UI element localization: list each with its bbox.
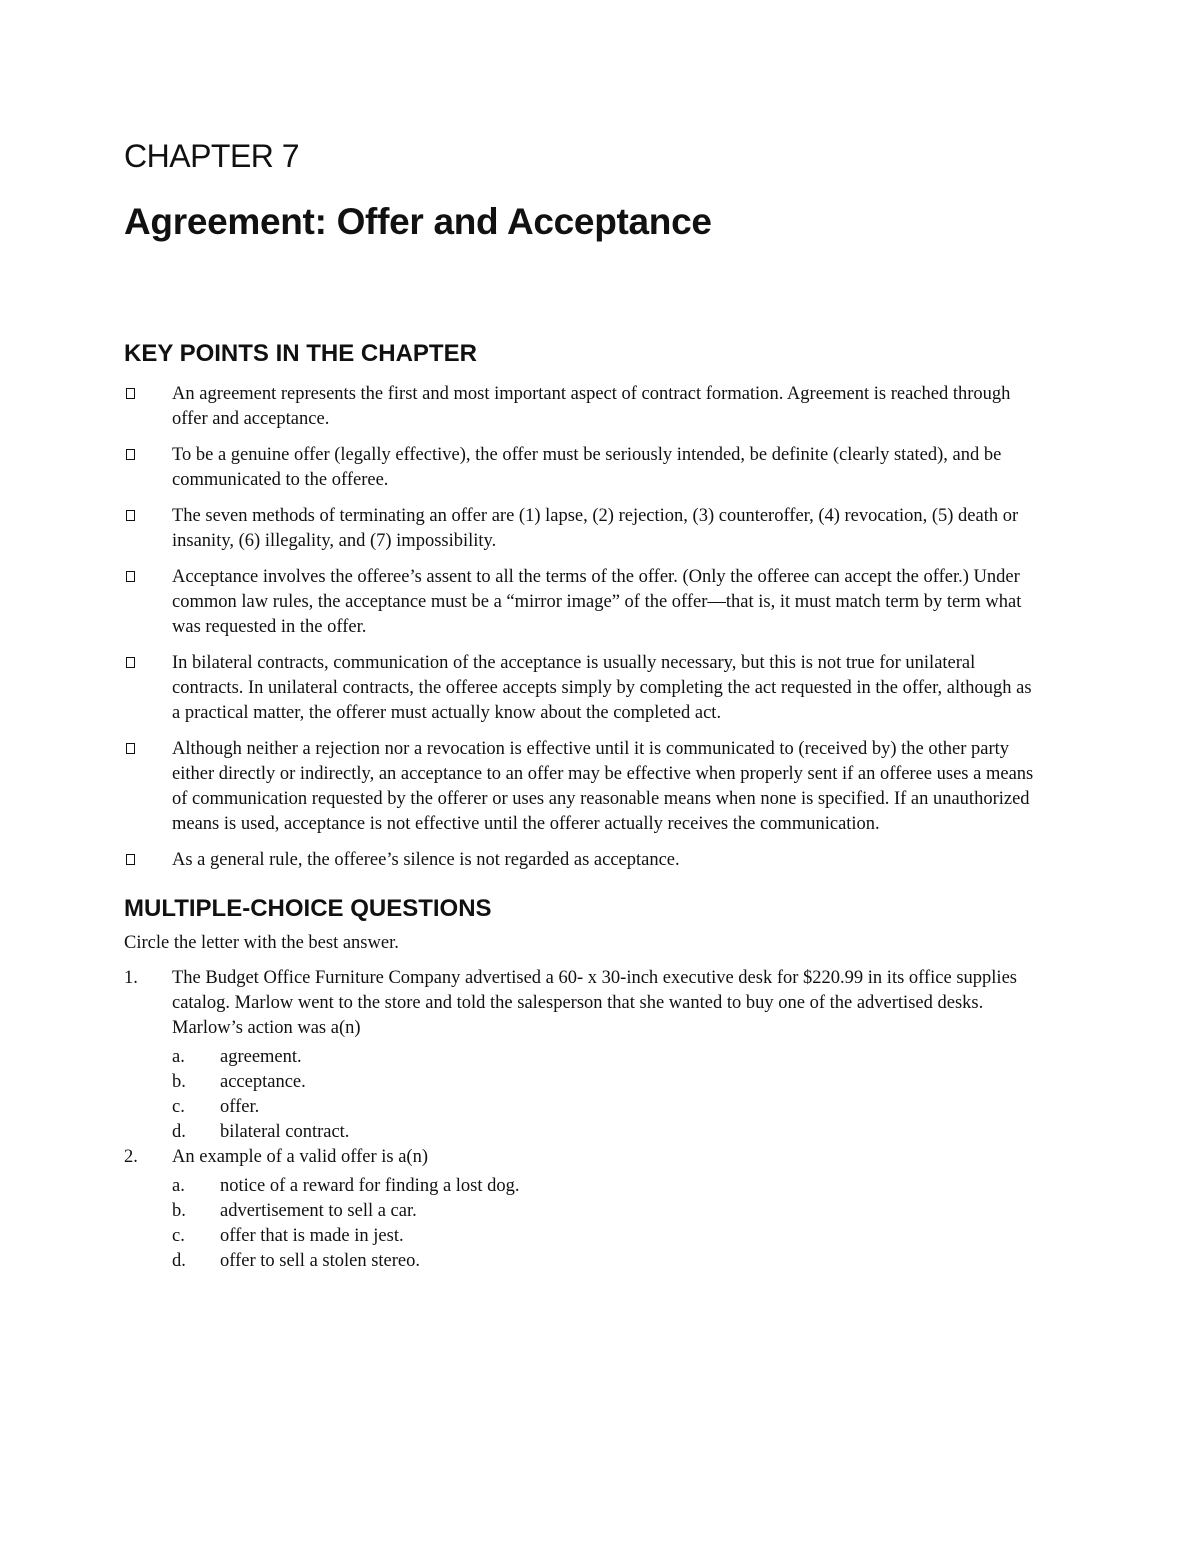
choice-letter[interactable]: a.	[172, 1047, 185, 1067]
choice-list	[172, 1174, 1044, 1274]
question-number: 2.	[124, 1147, 138, 1167]
key-point-text: As a general rule, the offeree’s silence is not regarded as acceptance.	[172, 850, 680, 870]
key-points-heading: KEY POINTS IN THE CHAPTER	[124, 340, 477, 367]
choice-list	[172, 1045, 1044, 1145]
key-point-text: In bilateral contracts, communication of the acceptance is usually necessary, but this is not true for unilateral contracts. In unilateral contracts, the offeree accepts simply by completing the act requested in the offer, although as a practical matter, the offerer must actually know about the completed act.	[172, 653, 1032, 723]
choice-letter[interactable]: b.	[172, 1201, 186, 1221]
key-point-item	[124, 504, 1044, 554]
chapter-label: CHAPTER 7	[124, 138, 300, 174]
choice-text: offer to sell a stolen stereo.	[220, 1251, 421, 1271]
answer-choice[interactable]	[172, 1174, 1044, 1199]
answer-choice[interactable]	[172, 1095, 1044, 1120]
square-bullet-icon	[126, 510, 135, 521]
key-point-text: An agreement represents the first and most important aspect of contract formation. Agreement is reached through offer and acceptance.	[172, 384, 1011, 429]
answer-choice[interactable]	[172, 1045, 1044, 1070]
question-stem: The Budget Office Furniture Company advertised a 60- x 30-inch executive desk for $220.99 in its office supplies catalog. Marlow went to the store and told the salesperson that she wanted to buy one of the advertised desks. Marlow’s action was a(n)	[172, 968, 1017, 1038]
choice-text: notice of a reward for finding a lost dog.	[220, 1176, 520, 1196]
choice-letter[interactable]: a.	[172, 1176, 185, 1196]
answer-choice[interactable]	[172, 1249, 1044, 1274]
answer-choice[interactable]	[172, 1120, 1044, 1145]
question-stem: An example of a valid offer is a(n)	[172, 1147, 428, 1167]
key-points-list	[124, 382, 1044, 873]
square-bullet-icon	[126, 571, 135, 582]
choice-text: advertisement to sell a car.	[220, 1201, 417, 1221]
answer-choice[interactable]	[172, 1070, 1044, 1095]
question-list	[124, 966, 1044, 1274]
key-point-text: To be a genuine offer (legally effective), the offer must be seriously intended, be definite (clearly stated), and be communicated to the offeree.	[172, 445, 1002, 490]
mcq-instructions: Circle the letter with the best answer.	[124, 933, 399, 953]
key-point-text: Although neither a rejection nor a revocation is effective until it is communicated to (received by) the other party either directly or indirectly, an acceptance to an offer may be effective when properly sent if an offeree uses a means of communication requested by the offerer or uses any reasonable means when none is specified. If an unauthorized means is used, acceptance is not effective until the offerer actually receives the communication.	[172, 739, 1034, 834]
square-bullet-icon	[126, 449, 135, 460]
key-point-item	[124, 848, 1044, 873]
choice-letter[interactable]: c.	[172, 1226, 185, 1246]
document-page	[124, 134, 1044, 1274]
key-point-item	[124, 737, 1044, 837]
key-point-text: Acceptance involves the offeree’s assent to all the terms of the offer. (Only the offeree can accept the offer.) Under common law rules, the acceptance must be a “mirror image” of the offer—that is, it must match term by term what was requested in the offer.	[172, 567, 1022, 637]
answer-choice[interactable]	[172, 1199, 1044, 1224]
mcq-heading: MULTIPLE-CHOICE QUESTIONS	[124, 895, 492, 922]
choice-text: bilateral contract.	[220, 1122, 350, 1142]
choice-text: agreement.	[220, 1047, 302, 1067]
key-point-text: The seven methods of terminating an offer are (1) lapse, (2) rejection, (3) counteroffer, (4) revocation, (5) death or insanity, (6) illegality, and (7) impossibility.	[172, 506, 1019, 551]
chapter-title: Agreement: Offer and Acceptance	[124, 201, 712, 242]
square-bullet-icon	[126, 743, 135, 754]
choice-text: acceptance.	[220, 1072, 306, 1092]
key-point-item	[124, 443, 1044, 493]
key-point-item	[124, 565, 1044, 640]
choice-text: offer that is made in jest.	[220, 1226, 404, 1246]
choice-letter[interactable]: c.	[172, 1097, 185, 1117]
choice-letter[interactable]: d.	[172, 1122, 186, 1142]
answer-choice[interactable]	[172, 1224, 1044, 1249]
square-bullet-icon	[126, 854, 135, 865]
question-item-1	[124, 966, 1044, 1145]
choice-letter[interactable]: b.	[172, 1072, 186, 1092]
square-bullet-icon	[126, 388, 135, 399]
key-point-item	[124, 382, 1044, 432]
square-bullet-icon	[126, 657, 135, 668]
choice-text: offer.	[220, 1097, 260, 1117]
question-number: 1.	[124, 968, 138, 988]
choice-letter[interactable]: d.	[172, 1251, 186, 1271]
key-point-item	[124, 651, 1044, 726]
question-item-2	[124, 1145, 1044, 1274]
